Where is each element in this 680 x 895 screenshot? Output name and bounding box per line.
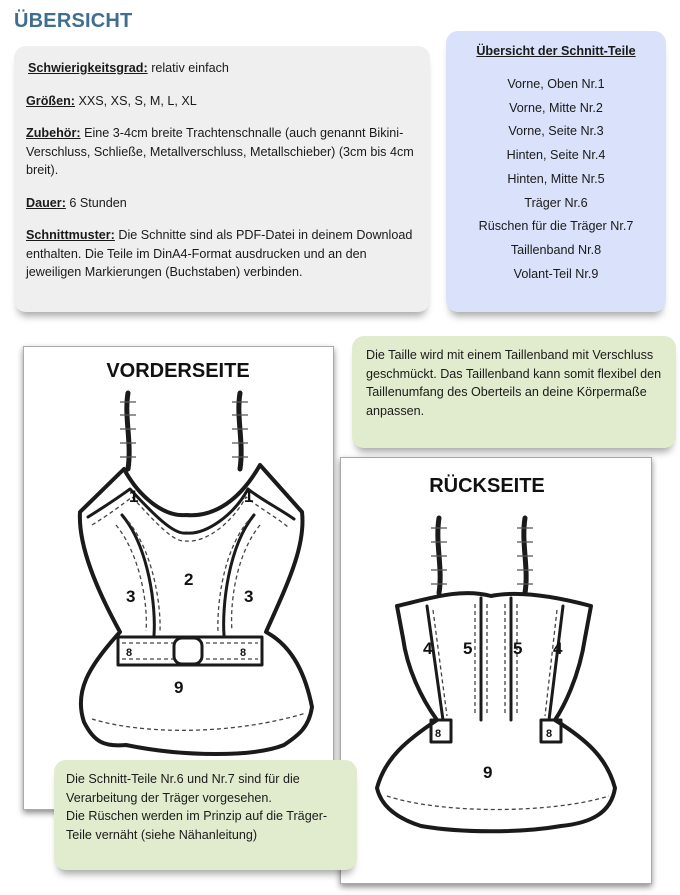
part-label: 3 — [126, 587, 136, 606]
list-item: Vorne, Seite Nr.3 — [508, 124, 604, 139]
part-label: 8 — [435, 728, 442, 740]
page-title: ÜBERSICHT — [14, 10, 133, 32]
straps-note-line2: Die Rüschen werden im Prinzip auf die Träger-Teile vernäht (siehe Nähanleitung) — [66, 809, 328, 842]
list-item: Taillenband Nr.8 — [510, 242, 602, 257]
sizes-value: XXS, XS, S, M, L, XL — [78, 93, 197, 108]
parts-list — [446, 73, 666, 286]
patterns-value: Die Schnitte sind als PDF-Datei in deinem Download enthalten. Die Teile im DinA4-Format ausdrucken und an den jeweiligen Markierungen (Buchstaben) verbinden. — [26, 228, 413, 279]
list-item: Hinten, Seite Nr.4 — [506, 148, 606, 163]
patterns-label: Schnittmuster: — [26, 228, 115, 242]
waistband-note — [352, 336, 676, 448]
accessories-label: Zubehör: — [26, 126, 81, 140]
part-label: 8 — [126, 647, 133, 659]
part-label: 3 — [244, 587, 254, 606]
patterns-row — [26, 226, 418, 282]
straps-note — [54, 760, 357, 870]
straps-note-line1: Die Schnitt-Teile Nr.6 und Nr.7 sind für die Verarbeitung der Träger vorgesehen. — [66, 772, 300, 805]
part-label: 9 — [483, 763, 493, 782]
accessories-row — [26, 124, 418, 180]
difficulty-label: Schwierigkeitsgrad: — [28, 61, 148, 75]
sizes-label: Größen: — [26, 93, 75, 108]
part-label: 2 — [184, 570, 194, 589]
back-bodice-illustration — [341, 458, 651, 883]
list-item: Volant-Teil Nr.9 — [513, 266, 599, 281]
back-title: RÜCKSEITE — [429, 475, 545, 497]
back-diagram-panel — [340, 457, 652, 884]
list-item: Rüschen für die Träger Nr.7 — [478, 219, 634, 234]
parts-title: Übersicht der Schnitt-Teile — [476, 44, 636, 58]
difficulty-value: relativ einfach — [151, 61, 229, 75]
difficulty-row — [28, 59, 418, 78]
waistband-note-text: Die Taille wird mit einem Taillenband mit Verschluss geschmückt. Das Taillenband kann somit flexibel den Taillenumfang des Oberteils an deine Körpermaße anpassen. — [366, 348, 662, 418]
part-label: 5 — [463, 639, 473, 658]
parts-card — [446, 31, 666, 312]
part-label: 1 — [129, 487, 139, 506]
sizes-row — [26, 92, 418, 111]
list-item: Vorne, Oben Nr.1 — [507, 77, 605, 91]
front-title: VORDERSEITE — [106, 360, 250, 382]
part-label: 4 — [553, 639, 563, 658]
front-bodice-illustration — [24, 347, 333, 809]
part-label: 4 — [423, 639, 433, 658]
list-item: Vorne, Mitte Nr.2 — [509, 100, 603, 115]
part-label: 8 — [546, 728, 553, 740]
list-item: Hinten, Mitte Nr.5 — [507, 171, 605, 186]
info-card — [14, 46, 430, 312]
front-diagram-panel — [23, 346, 334, 810]
part-label: 8 — [240, 647, 247, 659]
part-label: 9 — [174, 678, 184, 697]
buckle-icon — [174, 638, 202, 664]
duration-row — [26, 194, 418, 213]
list-item: Träger Nr.6 — [524, 195, 588, 210]
duration-label: Dauer: — [26, 195, 66, 210]
part-label: 5 — [513, 639, 523, 658]
duration-value: 6 Stunden — [69, 195, 127, 210]
part-label: 1 — [244, 487, 254, 506]
accessories-value: Eine 3-4cm breite Trachtenschnalle (auch genannt Bikini-Verschluss, Schließe, Metallverschluss, Metallschieber) (3cm bis 4cm breit). — [26, 126, 414, 177]
